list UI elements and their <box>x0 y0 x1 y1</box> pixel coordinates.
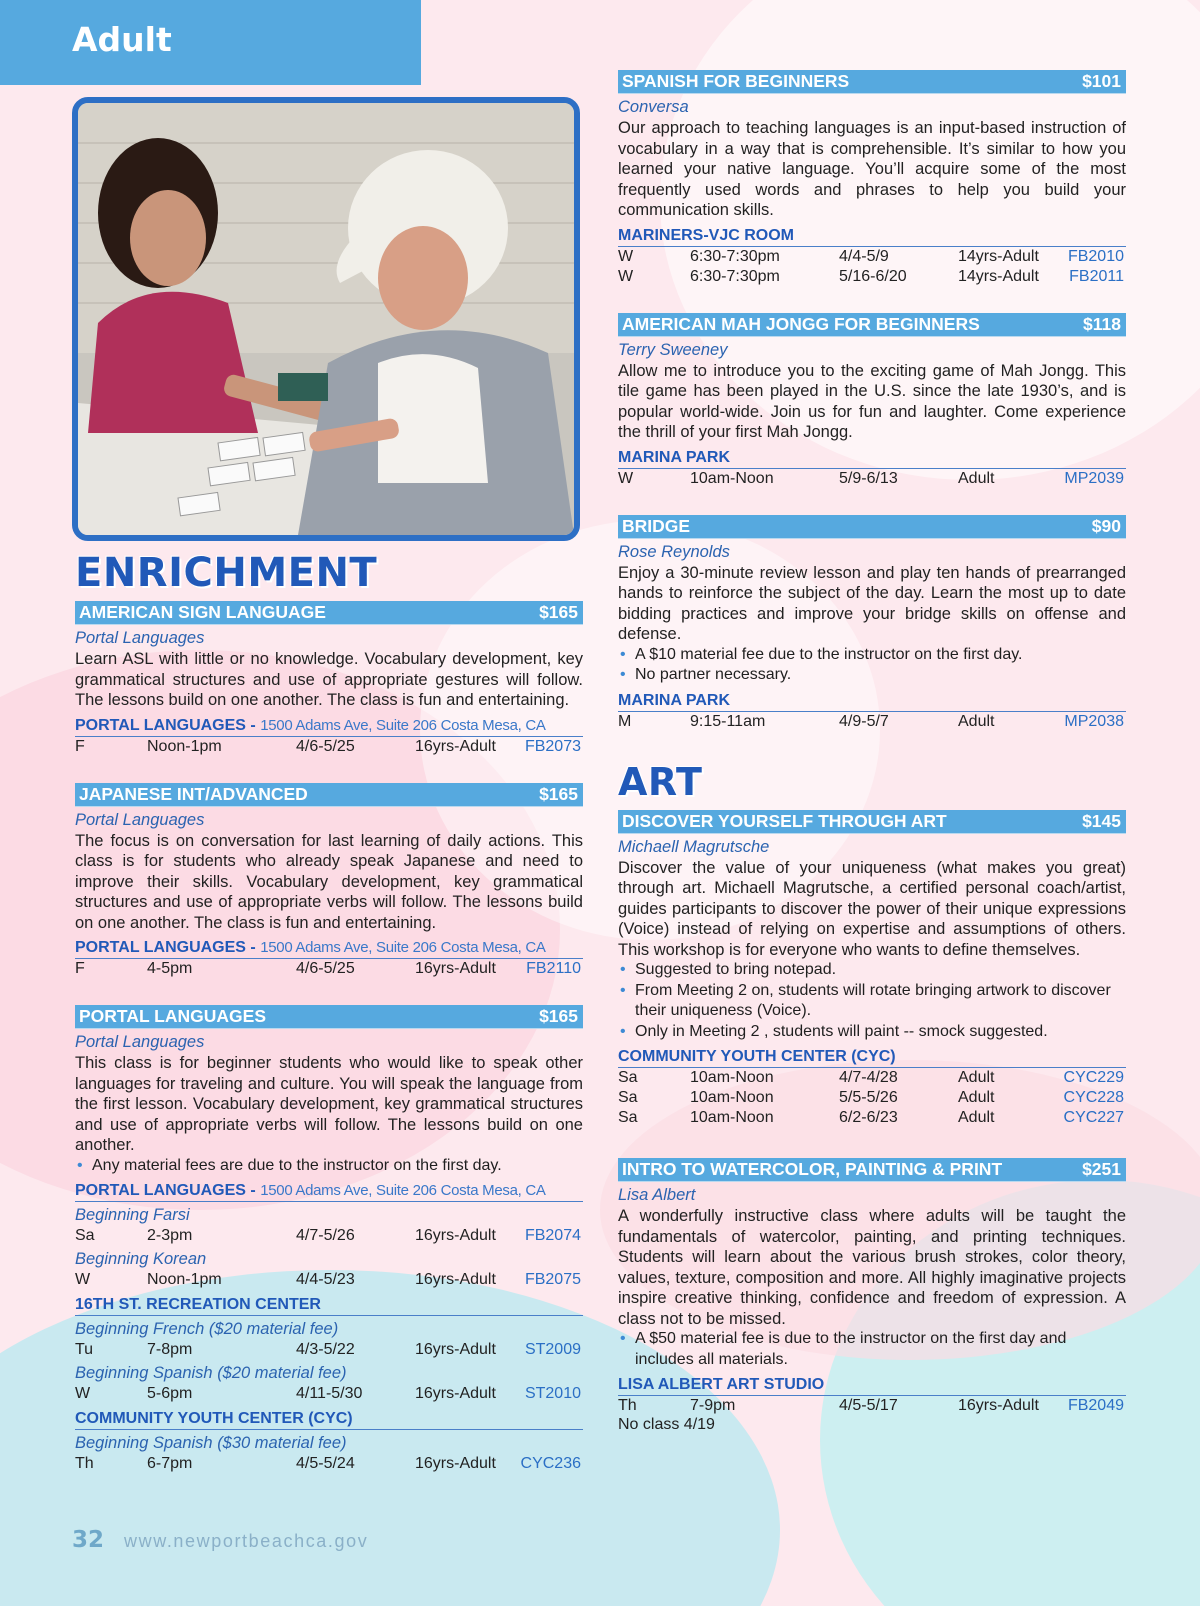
schedule-ages: Adult <box>958 1089 995 1106</box>
course-price: $165 <box>539 783 578 804</box>
course-spanish-for-beginners <box>618 70 1126 287</box>
course-instructor: Conversa <box>618 98 689 116</box>
course-location: MARINERS-VJC ROOM <box>618 226 1126 247</box>
footer-url[interactable]: www.newportbeachca.gov <box>124 1531 369 1551</box>
schedule-day: W <box>75 1271 91 1288</box>
course-price: $101 <box>1082 71 1121 91</box>
schedule-day: F <box>75 960 85 977</box>
course-instructor: Michaell Magrutsche <box>618 837 770 856</box>
course-title: AMERICAN MAH JONGG FOR BEGINNERS <box>622 313 980 334</box>
schedule-time: 6:30-7:30pm <box>690 247 780 265</box>
course-instructor: Lisa Albert <box>618 1186 696 1204</box>
course-notes <box>618 1329 1126 1370</box>
course-notes <box>618 960 1126 1042</box>
schedule-time: 10am-Noon <box>690 1069 774 1086</box>
class-subtitle: Beginning Korean <box>75 1250 207 1268</box>
course-description: Our approach to teaching languages is an input-based instruction of vocabulary in a way that is comprehensible. It’s similar to how you learned your native language. You’ll acquire some of the most frequently used words and phrases to help you build your communication skills. <box>618 119 1126 219</box>
schedule-ages: 16yrs-Adult <box>415 1227 496 1244</box>
left-column <box>75 97 583 1474</box>
schedule-code: CYC229 <box>1063 1069 1124 1086</box>
course-description: Enjoy a 30-minute review lesson and play ten hands of prearranged hands to reinforce the subject of the day. Learn the most up to date bidding practices and improve your bridge skills on offense and defense. <box>618 563 1126 643</box>
schedule-note: No class 4/19 <box>618 1416 715 1433</box>
schedule-code: FB2073 <box>524 737 581 755</box>
schedule-row <box>618 1088 1126 1108</box>
course-instructor: Portal Languages <box>75 1033 205 1051</box>
schedule-time: 10am-Noon <box>690 469 774 487</box>
course-description: Allow me to introduce you to the exciting game of Mah Jongg. This tile game has been played in the U.S. since the late 1930’s, and is popular world-wide. Join us for fun and laughter. Come experience the thrill of your first Mah Jongg. <box>618 361 1126 441</box>
course-title: SPANISH FOR BEGINNERS <box>622 71 850 91</box>
course-notes <box>618 645 1126 686</box>
course-location: 16TH ST. RECREATION CENTER <box>75 1295 583 1316</box>
schedule-time: 6-7pm <box>147 1455 193 1472</box>
schedule-dates: 4/6-5/25 <box>296 960 355 977</box>
class-subtitle: Beginning French ($20 material fee) <box>75 1320 339 1338</box>
course-title-bar <box>618 515 1126 539</box>
course-description: A wonderfully instructive class where adults will be taught the fundamentals of watercolor, painting, and printing techniques. Students will learn about the various brush strokes, color theory, values, texture, composition and more. All highly imaginative projects inspire creative thinking, confidence and freedom of expression. A class not to be missed. <box>618 1207 1126 1328</box>
course-note: • From Meeting 2 on, students will rotate bringing artwork to discover their uniqueness (Voice). <box>618 981 1126 1022</box>
schedule-ages: Adult <box>958 712 995 730</box>
schedule-time: 10am-Noon <box>690 1109 774 1126</box>
course-title: PORTAL LANGUAGES <box>79 1006 266 1026</box>
schedule-row <box>75 1270 583 1290</box>
schedule-code: FB2049 <box>1067 1397 1124 1414</box>
course-discover-yourself-through-art <box>618 810 1126 1129</box>
schedule-code: CYC228 <box>1063 1089 1124 1106</box>
course-price: $90 <box>1091 515 1121 536</box>
course-instructor: Portal Languages <box>75 810 205 829</box>
schedule-dates: 5/9-6/13 <box>839 469 898 487</box>
schedule-time: 7-9pm <box>690 1397 736 1414</box>
course-location <box>75 938 583 959</box>
course-price: $165 <box>539 602 578 622</box>
schedule-row <box>75 1226 583 1246</box>
schedule-ages: 16yrs-Adult <box>415 1455 496 1472</box>
course-location: COMMUNITY YOUTH CENTER (CYC) <box>75 1409 583 1430</box>
location-name: PORTAL LANGUAGES - <box>75 939 261 956</box>
location-name: PORTAL LANGUAGES - <box>75 716 261 734</box>
course-description: Learn ASL with little or no knowledge. Vocabulary development, key grammatical structures and use of appropriate gestures will follow. The lessons build on one another. The class is fun and entertaining. <box>75 650 583 709</box>
schedule-day: Th <box>75 1455 94 1472</box>
schedule-code: ST2009 <box>524 1341 581 1358</box>
schedule-ages: 16yrs-Adult <box>958 1397 1039 1414</box>
schedule-ages: 16yrs-Adult <box>415 1385 496 1402</box>
schedule-ages: Adult <box>958 1069 995 1086</box>
course-note: • Only in Meeting 2 , students will paint -- smock suggested. <box>618 1022 1126 1043</box>
schedule-dates: 4/4-5/23 <box>296 1271 355 1288</box>
schedule-ages: Adult <box>958 469 995 487</box>
course-notes <box>75 1156 583 1177</box>
location-address: 1500 Adams Ave, Suite 206 Costa Mesa, CA <box>260 716 546 734</box>
schedule-day: Th <box>618 1397 637 1414</box>
photo-illustration <box>78 103 574 535</box>
schedule-code: MP2039 <box>1064 469 1124 487</box>
course-price: $118 <box>1083 313 1121 334</box>
schedule-row <box>618 1068 1126 1088</box>
schedule-time: 9:15-11am <box>690 712 766 730</box>
location-address: 1500 Adams Ave, Suite 206 Costa Mesa, CA <box>260 939 546 956</box>
schedule-ages: 14yrs-Adult <box>958 247 1039 265</box>
schedule-day: W <box>618 247 634 265</box>
course-title: DISCOVER YOURSELF THROUGH ART <box>622 810 947 831</box>
course-instructor: Rose Reynolds <box>618 542 730 561</box>
class-photo <box>72 97 580 541</box>
course-title-bar <box>75 783 583 807</box>
course-bridge <box>618 515 1126 732</box>
schedule-row <box>75 1454 583 1474</box>
schedule-day: W <box>618 469 634 487</box>
schedule-code: MP2038 <box>1064 712 1124 730</box>
course-instructor: Terry Sweeney <box>618 340 728 359</box>
schedule-row <box>618 469 1126 489</box>
schedule-row <box>618 1396 1126 1416</box>
course-title: JAPANESE INT/ADVANCED <box>79 783 308 804</box>
course-american-sign-language <box>75 601 583 757</box>
schedule-day: W <box>618 267 634 285</box>
schedule-code: FB2011 <box>1069 267 1124 285</box>
course-location: COMMUNITY YOUTH CENTER (CYC) <box>618 1047 1126 1068</box>
schedule-ages: 16yrs-Adult <box>415 1271 496 1288</box>
schedule-dates: 4/3-5/22 <box>296 1341 355 1358</box>
schedule-row <box>618 247 1126 267</box>
schedule-row <box>75 959 583 979</box>
course-description: This class is for beginner students who would like to speak other languages for traveling and culture. You will speak the language from the first lesson. Vocabulary development, key grammatical structures and use of appropriate verbs will follow. The lessons build on one another. <box>75 1054 583 1154</box>
course-note: • No partner necessary. <box>618 665 1126 686</box>
course-title-bar <box>618 810 1126 834</box>
schedule-dates: 5/5-5/26 <box>839 1089 898 1106</box>
course-title-bar <box>75 601 583 625</box>
course-location: MARINA PARK <box>618 448 1126 469</box>
schedule-code: ST2010 <box>524 1385 581 1402</box>
schedule-dates: 4/5-5/17 <box>839 1397 898 1414</box>
schedule-code: CYC227 <box>1063 1109 1124 1126</box>
course-portal-languages <box>75 1005 583 1474</box>
course-title-bar <box>618 70 1126 94</box>
schedule-row <box>75 1384 583 1404</box>
schedule-dates: 4/7-4/28 <box>839 1069 898 1086</box>
course-price: $145 <box>1082 810 1121 831</box>
class-subtitle: Beginning Spanish ($30 material fee) <box>75 1434 347 1452</box>
course-price: $251 <box>1082 1159 1121 1179</box>
course-location <box>75 1181 583 1202</box>
schedule-day: F <box>75 737 85 755</box>
schedule-ages: Adult <box>958 1109 995 1126</box>
course-intro-to-watercolor <box>618 1158 1126 1434</box>
schedule-day: Sa <box>75 1227 95 1244</box>
schedule-dates: 6/2-6/23 <box>839 1109 898 1126</box>
schedule-day: W <box>75 1385 91 1402</box>
schedule-row <box>618 1108 1126 1128</box>
schedule-row <box>618 267 1126 287</box>
schedule-day: Sa <box>618 1109 638 1126</box>
schedule-time: Noon-1pm <box>147 737 222 755</box>
course-note: • Suggested to bring notepad. <box>618 960 1126 981</box>
schedule-code: CYC236 <box>520 1455 581 1472</box>
schedule-row <box>75 1340 583 1360</box>
schedule-dates: 4/5-5/24 <box>296 1455 355 1472</box>
schedule-day: Sa <box>618 1069 638 1086</box>
class-subtitle: Beginning Spanish ($20 material fee) <box>75 1364 347 1382</box>
course-title: AMERICAN SIGN LANGUAGE <box>79 602 326 622</box>
course-price: $165 <box>539 1006 578 1026</box>
schedule-time: 2-3pm <box>147 1227 193 1244</box>
section-header-tab <box>0 0 421 85</box>
course-title-bar <box>618 1158 1126 1182</box>
schedule-code: FB2010 <box>1067 247 1124 265</box>
course-title: BRIDGE <box>622 515 691 536</box>
course-instructor: Portal Languages <box>75 629 205 647</box>
schedule-code: FB2075 <box>524 1271 581 1288</box>
right-column <box>618 68 1126 1434</box>
schedule-dates: 4/4-5/9 <box>839 247 889 265</box>
schedule-dates: 4/9-5/7 <box>839 712 889 730</box>
location-name: PORTAL LANGUAGES - <box>75 1182 261 1199</box>
schedule-time: 6:30-7:30pm <box>690 267 780 285</box>
course-title-bar <box>618 313 1126 337</box>
schedule-dates: 5/16-6/20 <box>839 267 907 285</box>
schedule-time: 7-8pm <box>147 1341 193 1358</box>
schedule-time: 4-5pm <box>147 960 193 977</box>
class-subtitle: Beginning Farsi <box>75 1206 190 1224</box>
course-location: MARINA PARK <box>618 691 1126 712</box>
page-footer <box>72 1527 368 1553</box>
schedule-ages: 16yrs-Adult <box>415 737 496 755</box>
page-number: 32 <box>72 1527 105 1553</box>
schedule-dates: 4/6-5/25 <box>296 737 355 755</box>
schedule-ages: 14yrs-Adult <box>958 267 1039 285</box>
schedule-day: Sa <box>618 1089 638 1106</box>
course-title-bar <box>75 1005 583 1029</box>
course-note: • Any material fees are due to the instructor on the first day. <box>75 1156 583 1177</box>
course-description: Discover the value of your uniqueness (what makes you great) through art. Michaell Magrutsche, a certified personal coach/artist, guides participants to discover the power of their unique expressions (Voice) instead of relying on expertise and assumptions of others. This workshop is for everyone who wants to define themselves. <box>618 858 1126 959</box>
course-location: LISA ALBERT ART STUDIO <box>618 1375 1126 1396</box>
enrichment-heading: ENRICHMENT <box>75 550 378 596</box>
schedule-time: 5-6pm <box>147 1385 193 1402</box>
course-title: INTRO TO WATERCOLOR, PAINTING & PRINT <box>622 1159 1003 1179</box>
course-note: • A $50 material fee is due to the instructor on the first day and includes all materials. <box>618 1329 1126 1370</box>
schedule-ages: 16yrs-Adult <box>415 960 496 977</box>
schedule-time: Noon-1pm <box>147 1271 222 1288</box>
course-description: The focus is on conversation for last learning of daily actions. This class is for students who already speak Japanese and need to improve their skills. Vocabulary development, key grammatical structures and use of appropriate verbs will follow. The lessons build on one another. The class is fun and entertaining. <box>75 831 583 932</box>
course-american-mah-jongg <box>618 313 1126 489</box>
schedule-day: Tu <box>75 1341 94 1358</box>
course-japanese-int-advanced <box>75 783 583 980</box>
schedule-dates: 4/11-5/30 <box>296 1385 363 1402</box>
course-location <box>75 716 583 737</box>
schedule-row <box>75 737 583 757</box>
schedule-dates: 4/7-5/26 <box>296 1227 355 1244</box>
art-heading: ART <box>618 759 703 804</box>
schedule-row <box>618 712 1126 732</box>
schedule-day: M <box>618 712 632 730</box>
schedule-time: 10am-Noon <box>690 1089 774 1106</box>
schedule-ages: 16yrs-Adult <box>415 1341 496 1358</box>
course-note: • A $10 material fee due to the instructor on the first day. <box>618 645 1126 666</box>
schedule-code: FB2074 <box>524 1227 581 1244</box>
location-address: 1500 Adams Ave, Suite 206 Costa Mesa, CA <box>260 1182 546 1199</box>
page-section-title: Adult <box>72 20 172 59</box>
schedule-code: FB2110 <box>526 960 581 977</box>
